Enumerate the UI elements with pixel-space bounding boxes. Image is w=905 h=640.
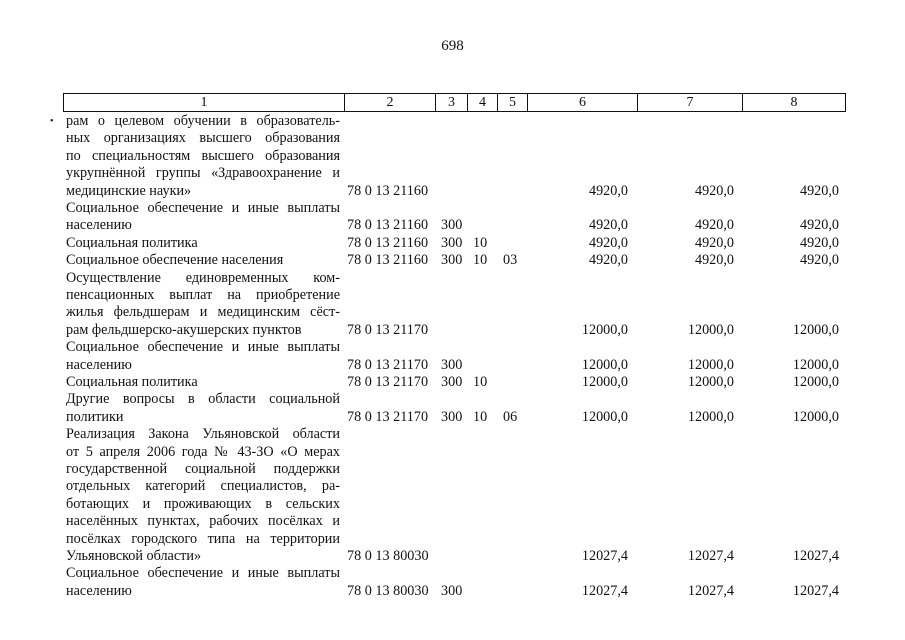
header-cell-2: 2 <box>345 94 436 112</box>
table-row <box>0 565 905 600</box>
description-line: ных организациях высшего образования <box>66 130 340 147</box>
row-value-col8: 12000,0 <box>792 408 839 425</box>
header-cell-3: 3 <box>436 94 468 112</box>
description-line: Социальное обеспечение и иные выплаты <box>66 339 340 356</box>
row-value-col7: 4920,0 <box>694 234 734 251</box>
description-line: отдельных категорий специалистов, ра- <box>66 478 340 495</box>
description-line: государственной социальной поддержки <box>66 460 340 477</box>
row-code: 78 0 13 21170 <box>347 373 429 390</box>
row-description <box>66 252 340 269</box>
row-value-col8: 12027,4 <box>792 582 839 599</box>
description-line: рам о целевом обучении в образователь- <box>66 113 340 129</box>
row-value-col8: 4920,0 <box>799 252 839 269</box>
table-row <box>0 200 905 235</box>
row-value-col7: 12027,4 <box>687 547 734 564</box>
row-section: 10 <box>473 252 488 269</box>
description-line: политики <box>66 408 124 425</box>
row-value-col7: 4920,0 <box>694 252 734 269</box>
table-row <box>0 235 905 252</box>
table-row <box>0 270 905 340</box>
row-description <box>66 565 340 600</box>
row-code: 78 0 13 21170 <box>347 321 429 338</box>
table-row <box>0 339 905 374</box>
row-code: 78 0 13 21160 <box>347 234 429 251</box>
description-line: по специальностям высшего образования <box>66 147 340 164</box>
row-expense-type: 300 <box>441 582 463 599</box>
description-line: медицинские науки» <box>66 182 192 199</box>
row-value-col6: 4920,0 <box>588 252 628 269</box>
description-line: населённых пунктах, рабочих посёлках и <box>66 513 340 530</box>
row-expense-type: 300 <box>441 217 463 234</box>
row-code: 78 0 13 21160 <box>347 182 429 199</box>
margin-mark: • <box>50 116 54 127</box>
row-code: 78 0 13 80030 <box>347 547 429 564</box>
row-subsection: 03 <box>503 252 518 269</box>
row-value-col6: 4920,0 <box>588 217 628 234</box>
description-line: жилья фельдшерам и медицинским сёст- <box>66 304 340 321</box>
description-line: Социальное обеспечение населения <box>66 252 284 269</box>
description-line: Ульяновской области» <box>66 548 202 564</box>
row-value-col8: 12000,0 <box>792 356 839 373</box>
row-value-col7: 12027,4 <box>687 582 734 599</box>
row-section: 10 <box>473 234 488 251</box>
row-value-col6: 4920,0 <box>588 234 628 251</box>
description-line: населению <box>66 582 132 599</box>
header-cell-5: 5 <box>498 94 528 112</box>
description-line: населению <box>66 217 132 234</box>
row-value-col6: 12027,4 <box>581 582 628 599</box>
description-line: Реализация Закона Ульяновской области <box>66 426 340 443</box>
row-value-col7: 4920,0 <box>694 217 734 234</box>
row-description <box>66 200 340 235</box>
row-value-col6: 12000,0 <box>581 356 628 373</box>
table-row <box>0 113 905 200</box>
row-value-col8: 12027,4 <box>792 547 839 564</box>
row-description <box>66 113 340 200</box>
row-value-col7: 12000,0 <box>687 408 734 425</box>
description-line: ботающих и проживающих в сельских <box>66 495 340 512</box>
row-subsection: 06 <box>503 408 518 425</box>
row-value-col7: 4920,0 <box>694 182 734 199</box>
column-header-table <box>63 93 846 112</box>
description-line: Социальная политика <box>66 373 198 390</box>
row-value-col6: 12027,4 <box>581 547 628 564</box>
row-value-col6: 4920,0 <box>588 182 628 199</box>
row-value-col8: 12000,0 <box>792 321 839 338</box>
row-expense-type: 300 <box>441 356 463 373</box>
row-value-col8: 4920,0 <box>799 234 839 251</box>
header-row <box>64 94 846 112</box>
page-number: 698 <box>441 38 464 54</box>
row-expense-type: 300 <box>441 373 463 390</box>
description-line: Социальное обеспечение и иные выплаты <box>66 200 340 216</box>
row-value-col6: 12000,0 <box>581 408 628 425</box>
description-line: Социальная политика <box>66 234 198 251</box>
row-value-col6: 12000,0 <box>581 321 628 338</box>
row-code: 78 0 13 21170 <box>347 356 429 373</box>
header-cell-7: 7 <box>638 94 743 112</box>
row-value-col8: 4920,0 <box>799 182 839 199</box>
header-cell-4: 4 <box>468 94 498 112</box>
row-code: 78 0 13 21170 <box>347 408 429 425</box>
description-line: посёлках городского типа на территории <box>66 530 340 547</box>
row-value-col7: 12000,0 <box>687 356 734 373</box>
table-row <box>0 391 905 426</box>
description-line: рам фельдшерско-акушерских пунктов <box>66 321 302 338</box>
row-value-col7: 12000,0 <box>687 373 734 390</box>
row-description <box>66 270 340 340</box>
row-code: 78 0 13 21160 <box>347 217 429 234</box>
row-code: 78 0 13 80030 <box>347 582 429 599</box>
row-description <box>66 235 340 252</box>
header-cell-1: 1 <box>64 94 345 112</box>
row-description <box>66 426 340 565</box>
row-section: 10 <box>473 408 488 425</box>
description-line: Осуществление единовременных ком- <box>66 269 340 286</box>
row-expense-type: 300 <box>441 408 463 425</box>
table-row <box>0 426 905 565</box>
row-expense-type: 300 <box>441 234 463 251</box>
row-expense-type: 300 <box>441 252 463 269</box>
row-description <box>66 339 340 374</box>
row-value-col8: 12000,0 <box>792 373 839 390</box>
row-value-col7: 12000,0 <box>687 321 734 338</box>
description-line: Другие вопросы в области социальной <box>66 391 340 408</box>
row-code: 78 0 13 21160 <box>347 252 429 269</box>
row-value-col6: 12000,0 <box>581 373 628 390</box>
table-row <box>0 374 905 391</box>
row-description <box>66 374 340 391</box>
row-section: 10 <box>473 373 488 390</box>
row-value-col8: 4920,0 <box>799 217 839 234</box>
description-line: пенсационных выплат на приобретение <box>66 286 340 303</box>
table-row <box>0 252 905 269</box>
description-line: от 5 апреля 2006 года № 43-ЗО «О мерах <box>66 443 340 460</box>
description-line: укрупнённой группы «Здравоохранение и <box>66 165 340 182</box>
row-description <box>66 391 340 426</box>
header-cell-6: 6 <box>528 94 638 112</box>
description-line: Социальное обеспечение и иные выплаты <box>66 565 340 582</box>
header-cell-8: 8 <box>743 94 846 112</box>
budget-rows <box>0 113 905 600</box>
description-line: населению <box>66 356 132 373</box>
